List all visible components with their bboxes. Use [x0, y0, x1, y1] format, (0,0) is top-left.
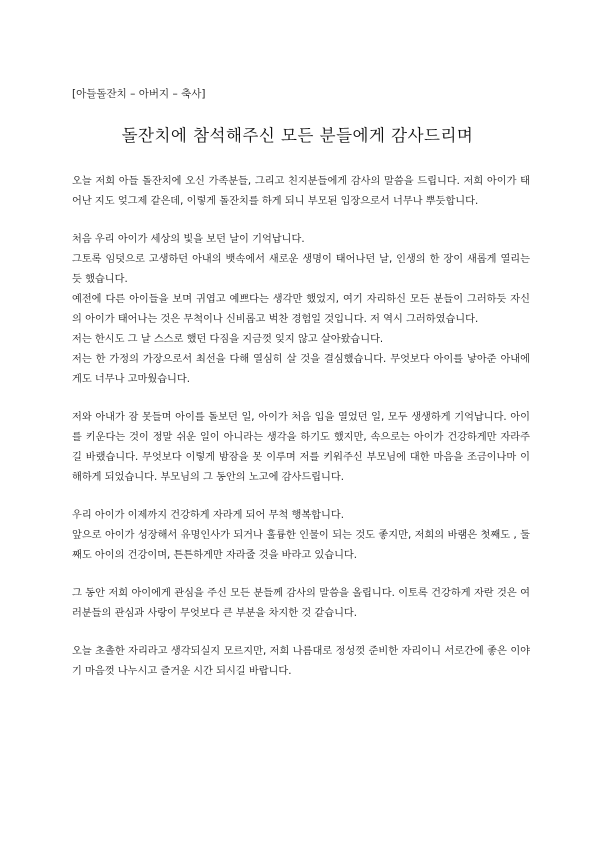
paragraph-closing: 오늘 초촐한 자리라고 생각되실지 모르지만, 저희 나름대로 정성껏 준비한 자리이니 서로간에 좋은 이야기 마음껏 나누시고 즐거운 시간 되시길 바랍니다.	[72, 646, 530, 677]
paragraph-happiness: 우리 아이가 이제까지 건강하게 자라게 되어 무척 행복합니다.	[72, 510, 344, 521]
paragraph-mystery: 예전에 다른 아이들을 보며 귀엽고 예쁘다는 생각만 했었지, 여기 자리하신 모든 분들이 그러하듯 자신의 아이가 태어나는 것은 무척이나 신비롭고 벅찬 경험일 것입니다. 저 역시 그러하였습니다.	[72, 294, 530, 325]
document-subtitle: [아들돌잔치 – 아버지 – 축사]	[72, 88, 206, 100]
document-title: 돌잔치에 참석해주신 모든 분들에게 감사드리며	[121, 126, 474, 145]
paragraph-promise: 저는 한시도 그 날 스스로 했던 다짐을 지금껏 잊지 않고 살아왔습니다.	[72, 334, 384, 345]
paragraph-parenting: 저와 아내가 잠 못들며 아이를 돌보던 일, 아이가 처음 입을 열었던 일, 모두 생생하게 기억납니다. 아이를 키운다는 것이 정말 쉬운 일이 아니라는 생각을 하기도 했지만, 속으로는 아이가 건강하게만 자라주길 바랬습니다. 무엇보다 이렇게 밤잠을 못 이루며 저를 키워주신 부모님에 대한 마음을 조금이나마 이해하게 되었습니다. 부모님의 그 동안의 노고에 감사드립니다.	[72, 412, 530, 483]
paragraph-greeting: 오늘 저희 아들 돌잔치에 오신 가족분들, 그리고 친지분들에게 감사의 말씀을 드립니다. 저희 아이가 태어난 지도 엊그제 같은데, 이렇게 돌잔치를 하게 되니 부모된 입장으로서 너무나 뿌듯합니다.	[72, 176, 530, 207]
paragraph-new-life: 그토록 임덧으로 고생하던 아내의 뱃속에서 새로운 생명이 태어나던 날, 인생의 한 장이 새롭게 열리는 듯 했습니다.	[72, 254, 530, 285]
paragraph-resolve: 저는 한 가정의 가장으로서 최선을 다해 열심히 살 것을 결심했습니다. 무엇보다 아이를 낳아준 아내에게도 너무나 고마웠습니다.	[72, 354, 530, 385]
paragraph-wish: 앞으로 아이가 성장해서 유명인사가 되거나 훌륭한 인물이 되는 것도 좋지만, 저희의 바램은 첫째도 , 둘째도 아이의 건강이며, 튼튼하게만 자라줄 것을 바라고 있습니다.	[72, 530, 530, 561]
document-body	[72, 172, 530, 682]
paragraph-birth-memory: 처음 우리 아이가 세상의 빛을 보던 날이 기억납니다.	[72, 234, 305, 245]
paragraph-thanks: 그 동안 저희 아이에게 관심을 주신 모든 분들께 감사의 말씀을 올립니다. 이토록 건강하게 자란 것은 여러분들의 관심과 사랑이 무엇보다 큰 부분을 차지한 것 같습니다.	[72, 588, 530, 619]
